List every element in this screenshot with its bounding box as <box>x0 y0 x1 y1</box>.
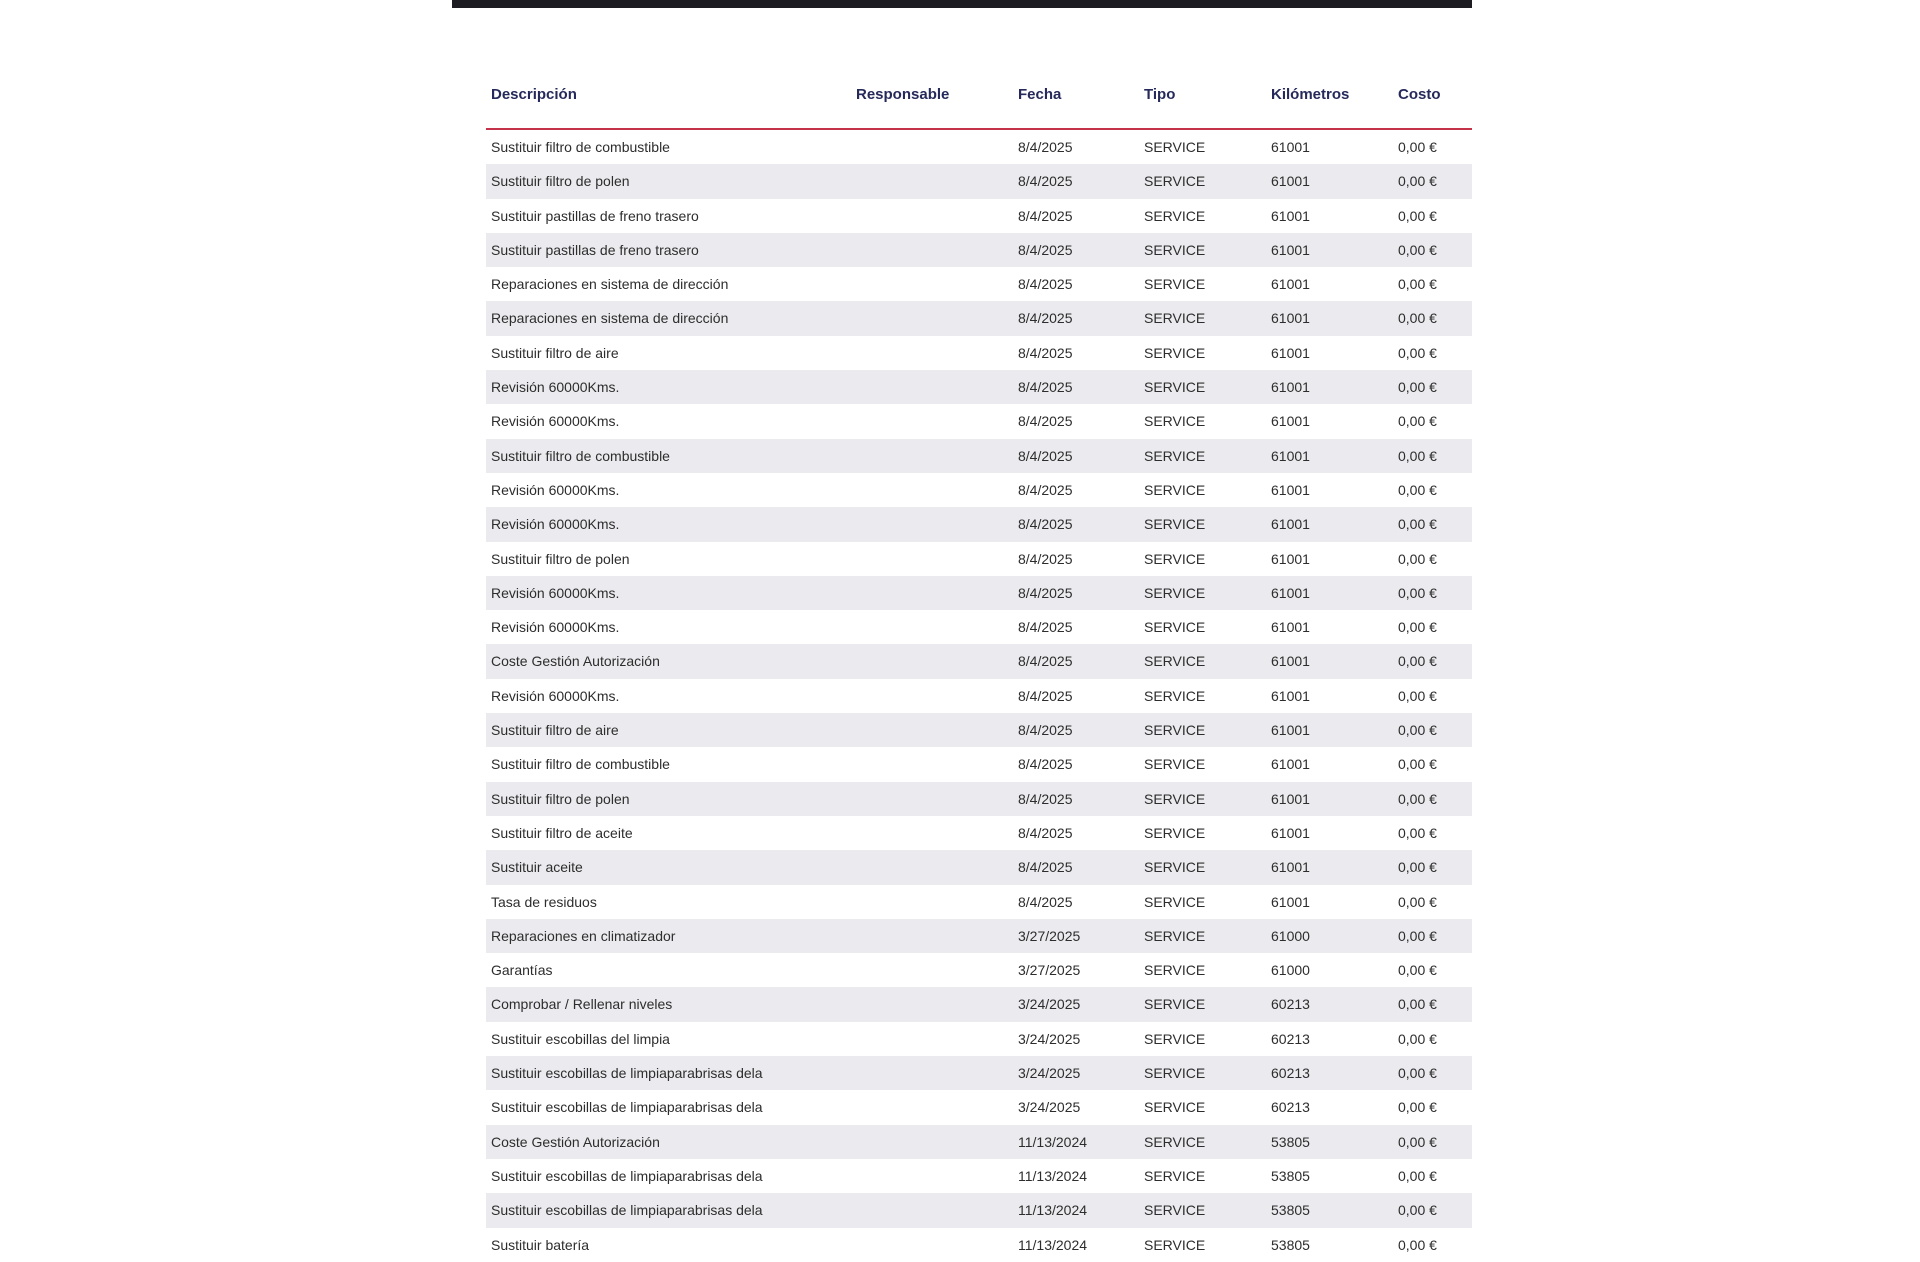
cell-costo: 0,00 € <box>1398 413 1437 430</box>
cell-descripcion: Revisión 60000Kms. <box>491 379 620 396</box>
cell-fecha: 3/24/2025 <box>1018 1099 1081 1116</box>
cell-descripcion: Sustituir filtro de combustible <box>491 139 670 155</box>
cell-kilometros: 60213 <box>1271 1065 1310 1082</box>
cell-descripcion: Sustituir escobillas de limpiaparabrisas dela <box>491 1202 763 1219</box>
cell-descripcion: Revisión 60000Kms. <box>491 516 620 533</box>
table-row[interactable] <box>486 164 1472 198</box>
cell-costo: 0,00 € <box>1398 1202 1437 1219</box>
cell-costo: 0,00 € <box>1398 550 1437 567</box>
cell-kilometros: 61001 <box>1271 516 1310 533</box>
cell-tipo: SERVICE <box>1144 859 1206 876</box>
table-row[interactable] <box>486 130 1472 164</box>
cell-fecha: 8/4/2025 <box>1018 481 1073 498</box>
cell-descripcion: Tasa de residuos <box>491 893 597 910</box>
table-row[interactable] <box>486 919 1472 953</box>
cell-kilometros: 61001 <box>1271 893 1310 910</box>
cell-descripcion: Comprobar / Rellenar niveles <box>491 996 673 1013</box>
cell-fecha: 8/4/2025 <box>1018 241 1073 258</box>
table-row[interactable] <box>486 1090 1472 1124</box>
cell-kilometros: 60213 <box>1271 1099 1310 1116</box>
cell-fecha: 11/13/2024 <box>1018 1202 1088 1219</box>
table-row[interactable] <box>486 987 1472 1021</box>
cell-costo: 0,00 € <box>1398 207 1437 224</box>
cell-costo: 0,00 € <box>1398 962 1437 979</box>
cell-tipo: SERVICE <box>1144 139 1206 155</box>
cell-tipo: SERVICE <box>1144 1099 1206 1116</box>
cell-tipo: SERVICE <box>1144 619 1206 636</box>
cell-costo: 0,00 € <box>1398 241 1437 258</box>
table-row[interactable] <box>486 404 1472 438</box>
cell-tipo: SERVICE <box>1144 996 1206 1013</box>
cell-descripcion: Sustituir filtro de aire <box>491 344 619 361</box>
cell-kilometros: 61001 <box>1271 859 1310 876</box>
header-tipo[interactable]: Tipo <box>1144 86 1176 103</box>
cell-fecha: 11/13/2024 <box>1018 1167 1088 1184</box>
cell-tipo: SERVICE <box>1144 1236 1206 1253</box>
cell-fecha: 11/13/2024 <box>1018 1133 1088 1150</box>
cell-kilometros: 61001 <box>1271 173 1310 190</box>
cell-fecha: 8/4/2025 <box>1018 824 1073 841</box>
table-row[interactable] <box>486 233 1472 267</box>
cell-descripcion: Reparaciones en climatizador <box>491 927 676 944</box>
cell-fecha: 8/4/2025 <box>1018 413 1073 430</box>
cell-fecha: 3/27/2025 <box>1018 927 1081 944</box>
cell-tipo: SERVICE <box>1144 173 1206 190</box>
cell-kilometros: 61001 <box>1271 344 1310 361</box>
table-row[interactable] <box>486 953 1472 987</box>
cell-kilometros: 53805 <box>1271 1202 1310 1219</box>
cell-kilometros: 61001 <box>1271 276 1310 293</box>
cell-kilometros: 61001 <box>1271 447 1310 464</box>
header-kilometros[interactable]: Kilómetros <box>1271 86 1350 103</box>
cell-tipo: SERVICE <box>1144 1167 1206 1184</box>
cell-costo: 0,00 € <box>1398 481 1437 498</box>
table-row[interactable] <box>486 850 1472 884</box>
cell-fecha: 8/4/2025 <box>1018 756 1073 773</box>
cell-costo: 0,00 € <box>1398 516 1437 533</box>
cell-tipo: SERVICE <box>1144 516 1206 533</box>
cell-descripcion: Revisión 60000Kms. <box>491 481 620 498</box>
cell-tipo: SERVICE <box>1144 1202 1206 1219</box>
cell-costo: 0,00 € <box>1398 1065 1437 1082</box>
cell-tipo: SERVICE <box>1144 790 1206 807</box>
cell-kilometros: 61001 <box>1271 653 1310 670</box>
cell-fecha: 11/13/2024 <box>1018 1236 1088 1253</box>
table-row[interactable] <box>486 370 1472 404</box>
cell-tipo: SERVICE <box>1144 447 1206 464</box>
cell-descripcion: Coste Gestión Autorización <box>491 653 660 670</box>
cell-costo: 0,00 € <box>1398 619 1437 636</box>
cell-tipo: SERVICE <box>1144 379 1206 396</box>
table-row[interactable] <box>486 1228 1472 1262</box>
cell-descripcion: Sustituir escobillas de limpiaparabrisas dela <box>491 1099 763 1116</box>
cell-costo: 0,00 € <box>1398 756 1437 773</box>
cell-kilometros: 61001 <box>1271 241 1310 258</box>
cell-fecha: 8/4/2025 <box>1018 139 1073 155</box>
top-border-bar <box>452 0 1472 8</box>
cell-fecha: 8/4/2025 <box>1018 344 1073 361</box>
cell-kilometros: 61001 <box>1271 722 1310 739</box>
table-row[interactable] <box>486 1193 1472 1227</box>
cell-costo: 0,00 € <box>1398 584 1437 601</box>
cell-kilometros: 61001 <box>1271 379 1310 396</box>
cell-fecha: 8/4/2025 <box>1018 550 1073 567</box>
cell-tipo: SERVICE <box>1144 310 1206 327</box>
table-row[interactable] <box>486 336 1472 370</box>
cell-fecha: 8/4/2025 <box>1018 722 1073 739</box>
table-row[interactable] <box>486 816 1472 850</box>
cell-descripcion: Sustituir filtro de combustible <box>491 756 670 773</box>
cell-tipo: SERVICE <box>1144 687 1206 704</box>
table-row[interactable] <box>486 1056 1472 1090</box>
cell-kilometros: 61001 <box>1271 413 1310 430</box>
cell-costo: 0,00 € <box>1398 1133 1437 1150</box>
cell-tipo: SERVICE <box>1144 824 1206 841</box>
cell-descripcion: Sustituir filtro de polen <box>491 790 630 807</box>
cell-tipo: SERVICE <box>1144 722 1206 739</box>
cell-descripcion: Coste Gestión Autorización <box>491 1133 660 1150</box>
cell-descripcion: Sustituir pastillas de freno trasero <box>491 241 699 258</box>
cell-tipo: SERVICE <box>1144 756 1206 773</box>
cell-kilometros: 61001 <box>1271 687 1310 704</box>
cell-descripcion: Sustituir aceite <box>491 859 583 876</box>
cell-descripcion: Sustituir escobillas de limpiaparabrisas dela <box>491 1167 763 1184</box>
cell-fecha: 8/4/2025 <box>1018 207 1073 224</box>
table-row[interactable] <box>486 885 1472 919</box>
cell-costo: 0,00 € <box>1398 824 1437 841</box>
cell-tipo: SERVICE <box>1144 1133 1206 1150</box>
table-row[interactable] <box>486 1022 1472 1056</box>
cell-costo: 0,00 € <box>1398 790 1437 807</box>
cell-fecha: 8/4/2025 <box>1018 687 1073 704</box>
cell-fecha: 3/24/2025 <box>1018 996 1081 1013</box>
table-row[interactable] <box>486 747 1472 781</box>
cell-costo: 0,00 € <box>1398 687 1437 704</box>
table-row[interactable] <box>486 576 1472 610</box>
cell-costo: 0,00 € <box>1398 1167 1437 1184</box>
table-row[interactable] <box>486 610 1472 644</box>
table-row[interactable] <box>486 1125 1472 1159</box>
table-row[interactable] <box>486 301 1472 335</box>
cell-descripcion: Garantías <box>491 962 553 979</box>
cell-fecha: 8/4/2025 <box>1018 584 1073 601</box>
cell-descripcion: Sustituir batería <box>491 1236 590 1253</box>
cell-descripcion: Sustituir pastillas de freno trasero <box>491 207 699 224</box>
cell-costo: 0,00 € <box>1398 1030 1437 1047</box>
header-responsable[interactable]: Responsable <box>856 86 950 103</box>
cell-costo: 0,00 € <box>1398 276 1437 293</box>
cell-descripcion: Sustituir filtro de polen <box>491 173 630 190</box>
table-body <box>486 130 1472 1262</box>
cell-kilometros: 53805 <box>1271 1167 1310 1184</box>
cell-costo: 0,00 € <box>1398 722 1437 739</box>
cell-tipo: SERVICE <box>1144 481 1206 498</box>
header-descripcion[interactable]: Descripción <box>491 86 577 103</box>
cell-fecha: 8/4/2025 <box>1018 276 1073 293</box>
cell-descripcion: Sustituir filtro de aire <box>491 722 619 739</box>
cell-kilometros: 61001 <box>1271 619 1310 636</box>
table-row[interactable] <box>486 644 1472 678</box>
cell-costo: 0,00 € <box>1398 859 1437 876</box>
cell-costo: 0,00 € <box>1398 344 1437 361</box>
cell-kilometros: 60213 <box>1271 996 1310 1013</box>
cell-kilometros: 61001 <box>1271 139 1310 155</box>
cell-costo: 0,00 € <box>1398 139 1437 155</box>
cell-fecha: 8/4/2025 <box>1018 516 1073 533</box>
cell-tipo: SERVICE <box>1144 344 1206 361</box>
cell-costo: 0,00 € <box>1398 927 1437 944</box>
cell-fecha: 3/27/2025 <box>1018 962 1081 979</box>
cell-costo: 0,00 € <box>1398 893 1437 910</box>
table-row[interactable] <box>486 1159 1472 1193</box>
cell-descripcion: Sustituir filtro de aceite <box>491 824 633 841</box>
header-fecha[interactable]: Fecha <box>1018 86 1062 103</box>
cell-kilometros: 61000 <box>1271 927 1310 944</box>
cell-tipo: SERVICE <box>1144 413 1206 430</box>
cell-kilometros: 61001 <box>1271 824 1310 841</box>
cell-tipo: SERVICE <box>1144 584 1206 601</box>
cell-tipo: SERVICE <box>1144 241 1206 258</box>
maintenance-table <box>486 76 1472 1262</box>
table-row[interactable] <box>486 542 1472 576</box>
cell-fecha: 8/4/2025 <box>1018 859 1073 876</box>
table-header <box>486 76 1472 130</box>
cell-tipo: SERVICE <box>1144 653 1206 670</box>
cell-fecha: 8/4/2025 <box>1018 379 1073 396</box>
cell-fecha: 8/4/2025 <box>1018 619 1073 636</box>
cell-descripcion: Reparaciones en sistema de dirección <box>491 276 729 293</box>
cell-fecha: 8/4/2025 <box>1018 310 1073 327</box>
cell-kilometros: 61000 <box>1271 962 1310 979</box>
cell-descripcion: Revisión 60000Kms. <box>491 619 620 636</box>
cell-costo: 0,00 € <box>1398 996 1437 1013</box>
cell-descripcion: Revisión 60000Kms. <box>491 584 620 601</box>
cell-fecha: 8/4/2025 <box>1018 790 1073 807</box>
cell-descripcion: Sustituir filtro de polen <box>491 550 630 567</box>
table-row[interactable] <box>486 679 1472 713</box>
table-row[interactable] <box>486 267 1472 301</box>
cell-tipo: SERVICE <box>1144 1065 1206 1082</box>
table-row[interactable] <box>486 473 1472 507</box>
cell-kilometros: 60213 <box>1271 1030 1310 1047</box>
cell-descripcion: Sustituir escobillas del limpia <box>491 1030 670 1047</box>
cell-tipo: SERVICE <box>1144 276 1206 293</box>
cell-descripcion: Revisión 60000Kms. <box>491 413 620 430</box>
cell-descripcion: Sustituir escobillas de limpiaparabrisas dela <box>491 1065 763 1082</box>
cell-descripcion: Sustituir filtro de combustible <box>491 447 670 464</box>
cell-kilometros: 61001 <box>1271 207 1310 224</box>
cell-costo: 0,00 € <box>1398 1236 1437 1253</box>
cell-costo: 0,00 € <box>1398 653 1437 670</box>
cell-tipo: SERVICE <box>1144 207 1206 224</box>
cell-descripcion: Revisión 60000Kms. <box>491 687 620 704</box>
cell-kilometros: 61001 <box>1271 310 1310 327</box>
table-row[interactable] <box>486 507 1472 541</box>
cell-kilometros: 61001 <box>1271 481 1310 498</box>
cell-fecha: 8/4/2025 <box>1018 653 1073 670</box>
cell-fecha: 8/4/2025 <box>1018 893 1073 910</box>
header-costo[interactable]: Costo <box>1398 86 1441 103</box>
cell-descripcion: Reparaciones en sistema de dirección <box>491 310 729 327</box>
cell-kilometros: 53805 <box>1271 1133 1310 1150</box>
cell-tipo: SERVICE <box>1144 1030 1206 1047</box>
cell-tipo: SERVICE <box>1144 550 1206 567</box>
cell-tipo: SERVICE <box>1144 893 1206 910</box>
table-row[interactable] <box>486 439 1472 473</box>
table-row[interactable] <box>486 713 1472 747</box>
cell-kilometros: 61001 <box>1271 756 1310 773</box>
cell-costo: 0,00 € <box>1398 173 1437 190</box>
cell-costo: 0,00 € <box>1398 310 1437 327</box>
cell-fecha: 8/4/2025 <box>1018 447 1073 464</box>
cell-costo: 0,00 € <box>1398 379 1437 396</box>
cell-tipo: SERVICE <box>1144 927 1206 944</box>
cell-kilometros: 61001 <box>1271 550 1310 567</box>
cell-costo: 0,00 € <box>1398 447 1437 464</box>
table-row[interactable] <box>486 199 1472 233</box>
cell-kilometros: 53805 <box>1271 1236 1310 1253</box>
cell-kilometros: 61001 <box>1271 584 1310 601</box>
cell-costo: 0,00 € <box>1398 1099 1437 1116</box>
table-row[interactable] <box>486 782 1472 816</box>
cell-kilometros: 61001 <box>1271 790 1310 807</box>
cell-tipo: SERVICE <box>1144 962 1206 979</box>
cell-fecha: 3/24/2025 <box>1018 1065 1081 1082</box>
cell-fecha: 3/24/2025 <box>1018 1030 1081 1047</box>
cell-fecha: 8/4/2025 <box>1018 173 1073 190</box>
